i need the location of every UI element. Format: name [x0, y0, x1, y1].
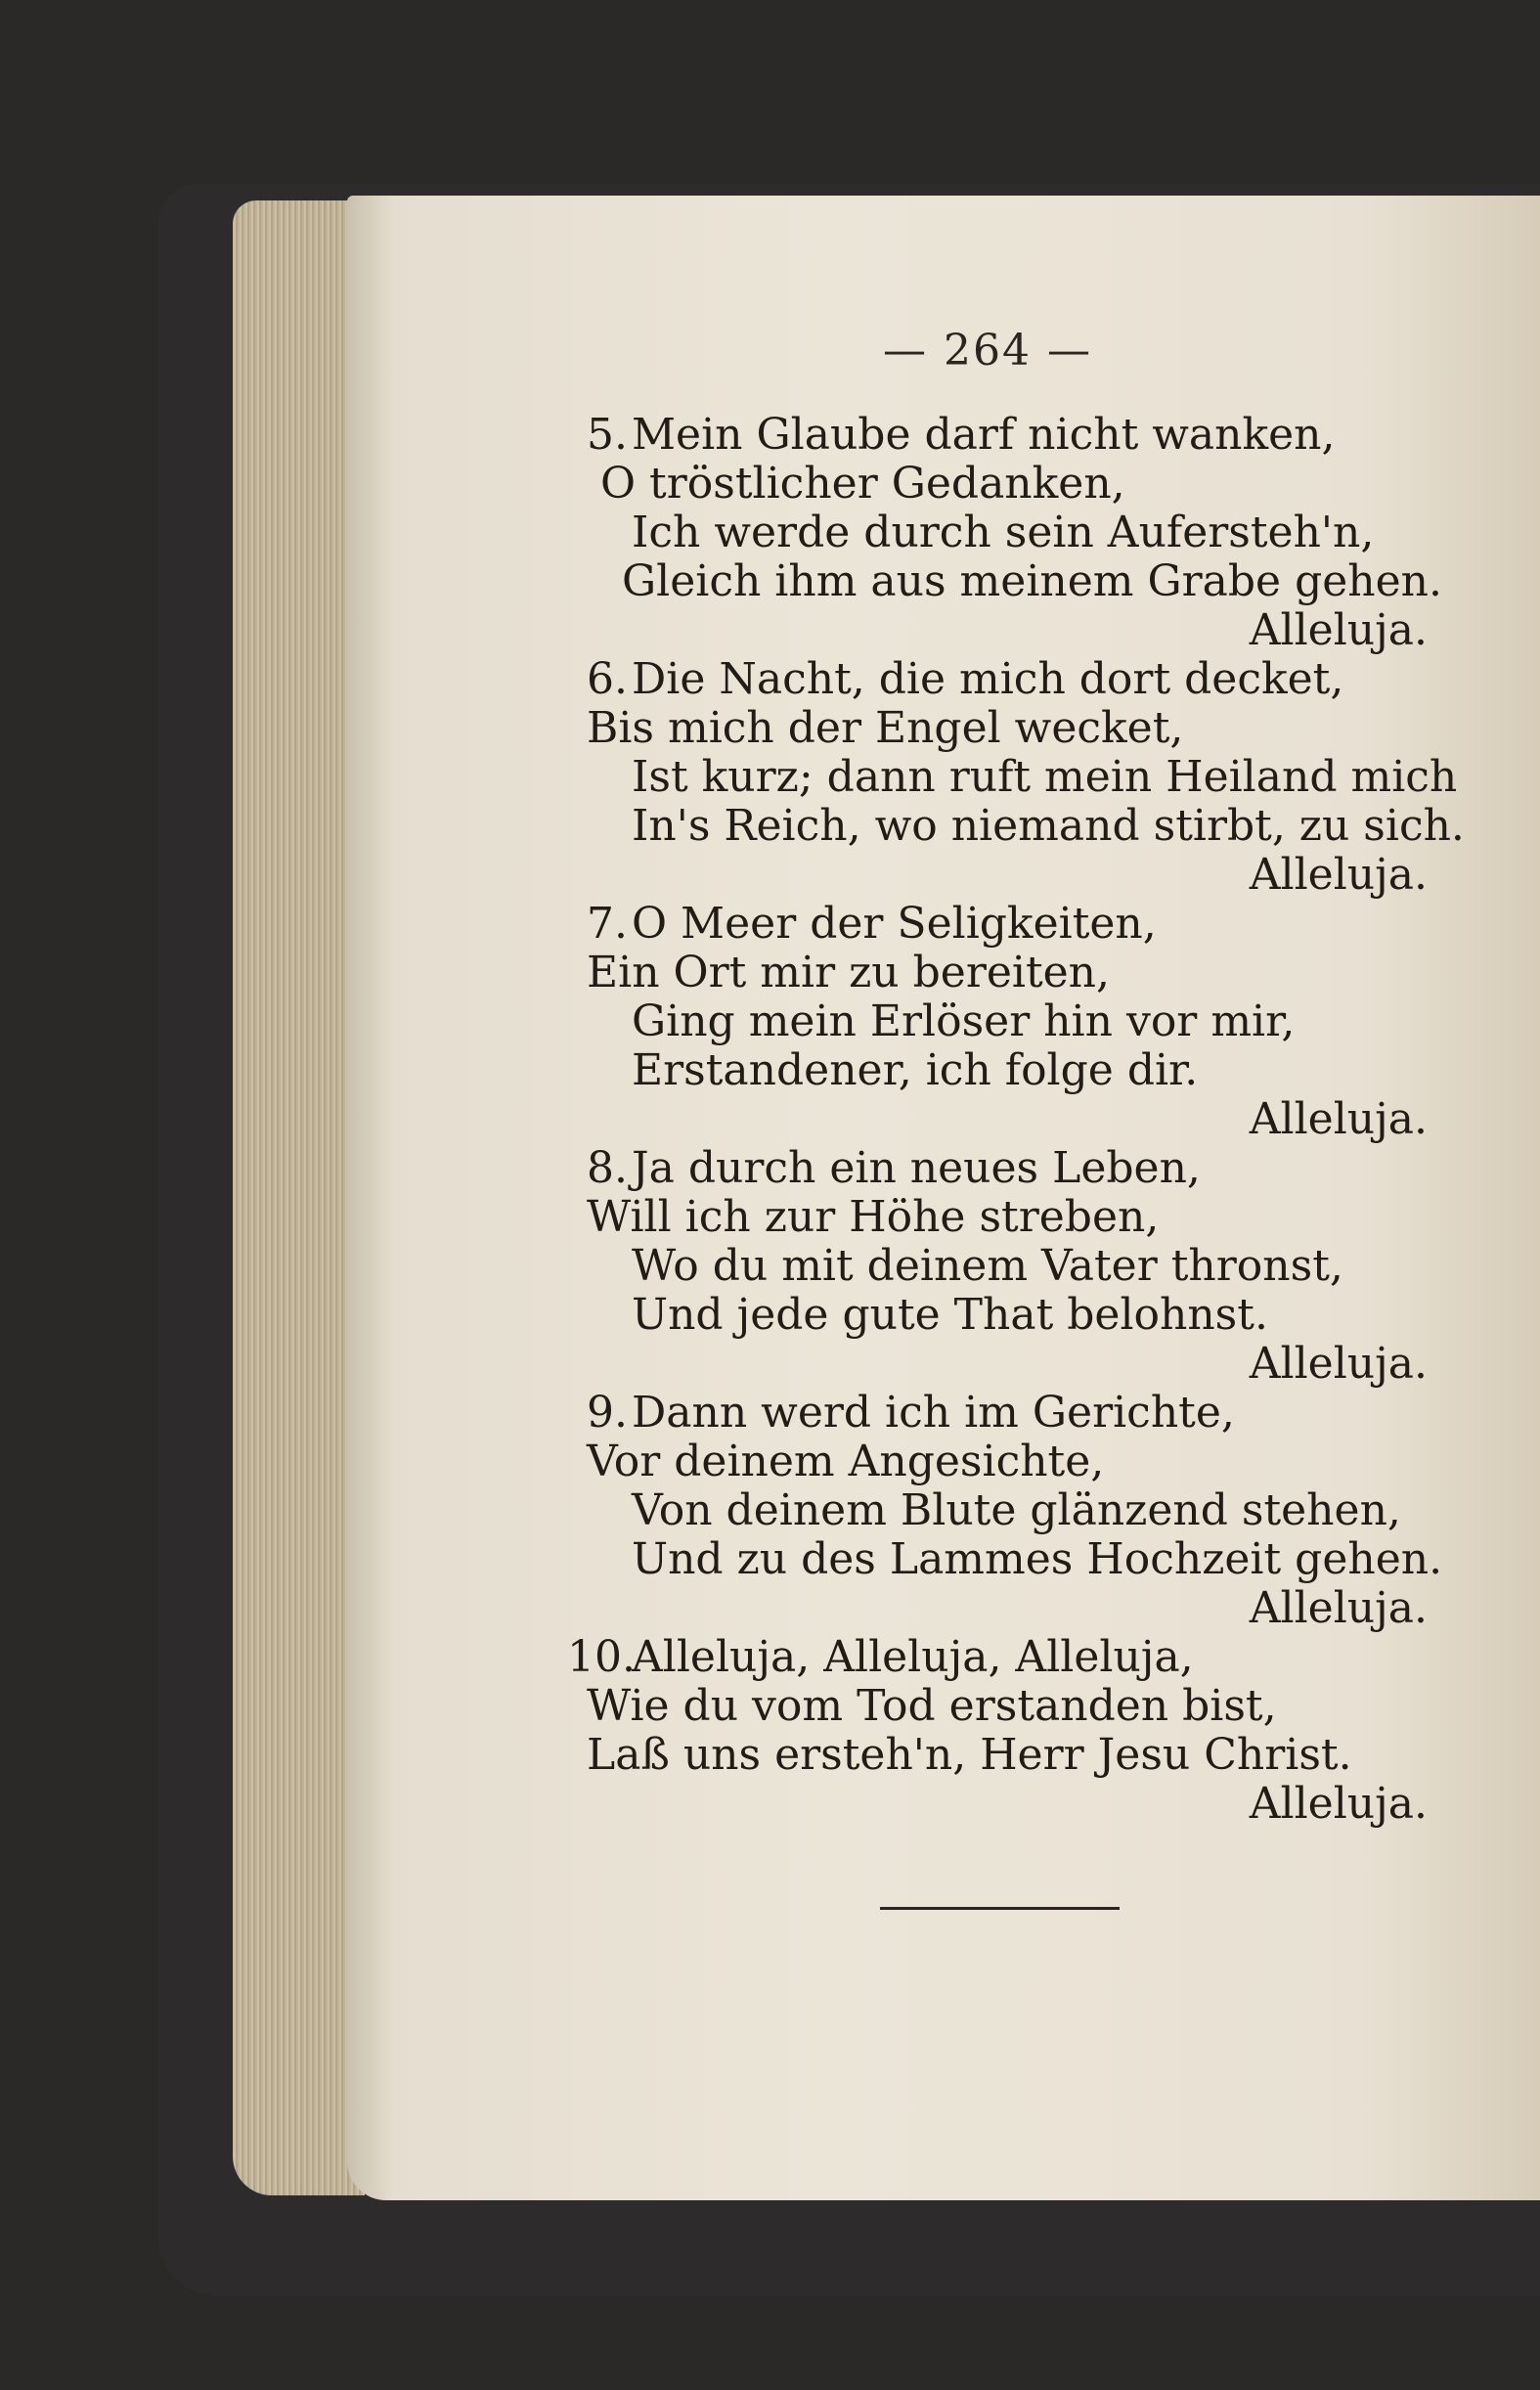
refrain: Alleluja. [1249, 1094, 1428, 1144]
verse-line: Gleich ihm aus meinem Grabe gehen. [622, 556, 1442, 606]
verse-line: Und zu des Lammes Hochzeit gehen. [632, 1534, 1443, 1584]
verse-line: 7.O Meer der Seligkeiten, [587, 899, 1157, 949]
refrain: Alleluja. [1249, 1339, 1428, 1389]
verse-number: 5. [587, 410, 628, 460]
verse-number: 10. [567, 1632, 636, 1682]
verse-line: Erstandener, ich folge dir. [632, 1045, 1199, 1095]
end-rule [880, 1907, 1120, 1910]
verse-line: Und jede gute That belohnst. [632, 1290, 1268, 1340]
verse-line: Vor deinem Angesichte, [587, 1437, 1105, 1486]
verse-line: Ist kurz; dann ruft mein Heiland mich [632, 752, 1458, 802]
verse-line: In's Reich, wo niemand stirbt, zu sich. [632, 801, 1465, 851]
refrain: Alleluja. [1249, 605, 1428, 655]
refrain: Alleluja. [1249, 1779, 1428, 1829]
verse-line: Ich werde durch sein Aufersteh'n, [632, 508, 1375, 557]
refrain: Alleluja. [1249, 850, 1428, 900]
verse-line: Ging mein Erlöser hin vor mir, [632, 996, 1296, 1046]
page-number: — 264 — [883, 326, 1092, 376]
verse-line: O tröstlicher Gedanken, [600, 459, 1125, 509]
verse-number: 6. [587, 654, 628, 704]
page-edges [233, 200, 365, 2195]
verse-line: Von deinem Blute glänzend stehen, [632, 1485, 1401, 1535]
verse-line: 8.Ja durch ein neues Leben, [587, 1143, 1201, 1193]
refrain: Alleluja. [1249, 1583, 1428, 1633]
verse-line: Wo du mit deinem Vater thronst, [632, 1241, 1343, 1291]
verse-number: 7. [587, 899, 628, 949]
verse-line: Wie du vom Tod erstanden bist, [587, 1681, 1277, 1731]
verse-number: 8. [587, 1143, 628, 1193]
verse-line: 6.Die Nacht, die mich dort decket, [587, 654, 1344, 704]
verse-line: 10.Alleluja, Alleluja, Alleluja, [567, 1632, 1194, 1682]
verse-line: Will ich zur Höhe streben, [587, 1192, 1160, 1242]
verse-line: 9.Dann werd ich im Gerichte, [587, 1388, 1235, 1438]
verse-line: 5.Mein Glaube darf nicht wanken, [587, 410, 1336, 460]
verse-line: Laß uns ersteh'n, Herr Jesu Christ. [587, 1730, 1352, 1780]
verse-number: 9. [587, 1388, 628, 1438]
hymn-text [567, 410, 1465, 1829]
verse-line: Bis mich der Engel wecket, [587, 703, 1184, 753]
verse-line: Ein Ort mir zu bereiten, [587, 948, 1111, 997]
